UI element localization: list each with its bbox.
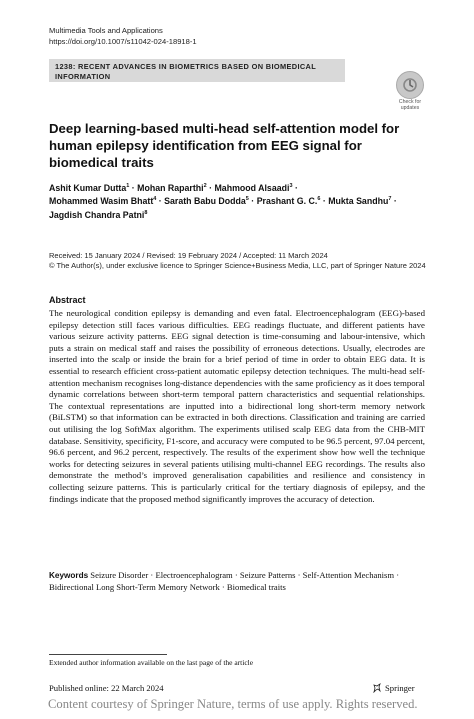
- author-name[interactable]: Mahmood Alsaadi: [214, 183, 290, 193]
- author-separator: ·: [320, 196, 329, 207]
- publisher-name: Springer: [385, 683, 415, 693]
- author-affiliation-number: 3: [289, 183, 293, 190]
- author-affiliation-number: 8: [144, 209, 148, 216]
- journal-header: [49, 26, 197, 47]
- abstract-body: The neurological condition epilepsy is demanding and even fatal. Electroencephalogram (EEG)-based epilepsy detection still faces various difficulties. EEG readings fluctuate, and different patients have various seizure activity patterns. EEG signal detection is time-consuming and labour-intensive, which puts a strain on medical staff and raises the possibility of erroneous detections. Usually, electrodes are inserted into the scalp or inside the brain for a brief period of time in order to obtain EEG data. It is essential to research efficient cross-patient automatic epilepsy detection techniques. The multi-head self-attention mechanism recognises long-distance dependencies with the same proficiency as it does temporal dynamic correlations between short-term temporal pattern characteristics and sequential relationships. The contextual representations are inputted into a bidirectional long short-term memory network (BiLSTM) so that information can be extracted in both directions. Classification and training are carried out utilising the log SoftMax algorithm. The experiments utilised scalp EEG data from the CHB-MIT database. Sensitivity, specificity, F1-score, and accuracy were computed to be 96.5 percent, 97.04 percent, 96.6 percent, and 96.2 percent, respectively. The results of the experiment show how well the technique works for detecting seizures in several patients utilising multi-channel EEG recordings. The results also demonstrate the method’s improved generalisation capabilities and resilience and consistency in collecting seizure patterns. This is particularly critical for the tertiary diagnosis of epilepsy, and the findings indicate that the proposed method significantly improves the accuracy of detection.: [49, 308, 425, 504]
- abstract-heading: Abstract: [49, 295, 86, 305]
- author-affiliation-number: 2: [203, 183, 207, 190]
- author-affiliation-number: 6: [317, 196, 321, 203]
- author-separator: ·: [292, 183, 298, 193]
- author-name[interactable]: Ashit Kumar Dutta: [49, 183, 127, 193]
- check-for-updates-badge[interactable]: [393, 71, 427, 111]
- copyright-line: © The Author(s), under exclusive licence to Springer Science+Business Media, LLC, part of Springer Nature 2024: [49, 261, 426, 271]
- publisher-logo: [372, 683, 415, 693]
- author-affiliation-number: 5: [245, 196, 249, 203]
- author-name[interactable]: Sarath Babu Dodda: [164, 196, 246, 207]
- author-name[interactable]: Mukta Sandhu: [328, 196, 389, 207]
- journal-name: Multimedia Tools and Applications: [49, 26, 163, 35]
- author-affiliation-number: 4: [153, 196, 157, 203]
- author-affiliation-number: 1: [126, 183, 130, 190]
- footnote: Extended author information available on the last page of the article: [49, 658, 254, 667]
- update-check-icon: [396, 71, 424, 99]
- author-separator: ·: [206, 183, 215, 193]
- courtesy-watermark: Content courtesy of Springer Nature, terms of use apply. Rights reserved.: [48, 697, 418, 711]
- author-separator: ·: [129, 183, 138, 193]
- author-list: [49, 182, 439, 222]
- footnote-divider: [49, 654, 167, 655]
- author-affiliation-number: 7: [388, 196, 392, 203]
- author-name[interactable]: Mohammed Wasim Bhatt: [49, 196, 154, 207]
- keywords-text: Seizure Disorder · Electroencephalogram · Seizure Patterns · Self-Attention Mechanism · Bidirectional Long Short-Term Memory Network · Biomedical traits: [49, 570, 400, 592]
- author-name[interactable]: Mohan Raparthi: [137, 183, 204, 193]
- article-dates: [49, 251, 439, 271]
- author-separator: ·: [248, 196, 257, 207]
- article-title: Deep learning-based multi-head self-attention model for human epilepsy identification from EEG signal for biomedical traits: [49, 121, 400, 170]
- badge-line-1: Check for: [398, 99, 422, 105]
- keywords-block: [49, 570, 425, 593]
- history-dates: Received: 15 January 2024 / Revised: 19 February 2024 / Accepted: 11 March 2024: [49, 251, 328, 260]
- author-name[interactable]: Prashant G. C.: [256, 196, 318, 207]
- springer-horse-icon: [372, 683, 382, 693]
- doi-link[interactable]: https://doi.org/10.1007/s11042-024-18918-1: [49, 36, 197, 46]
- author-name[interactable]: Jagdish Chandra Patni: [49, 209, 145, 220]
- author-separator: ·: [391, 196, 397, 207]
- published-date: Published online: 22 March 2024: [49, 683, 164, 693]
- topical-collection-banner: 1238: RECENT ADVANCES IN BIOMETRICS BASED ON BIOMEDICAL INFORMATION: [49, 59, 345, 82]
- keywords-label: Keywords: [49, 571, 89, 580]
- author-separator: ·: [156, 196, 165, 207]
- badge-line-2: updates: [400, 104, 420, 111]
